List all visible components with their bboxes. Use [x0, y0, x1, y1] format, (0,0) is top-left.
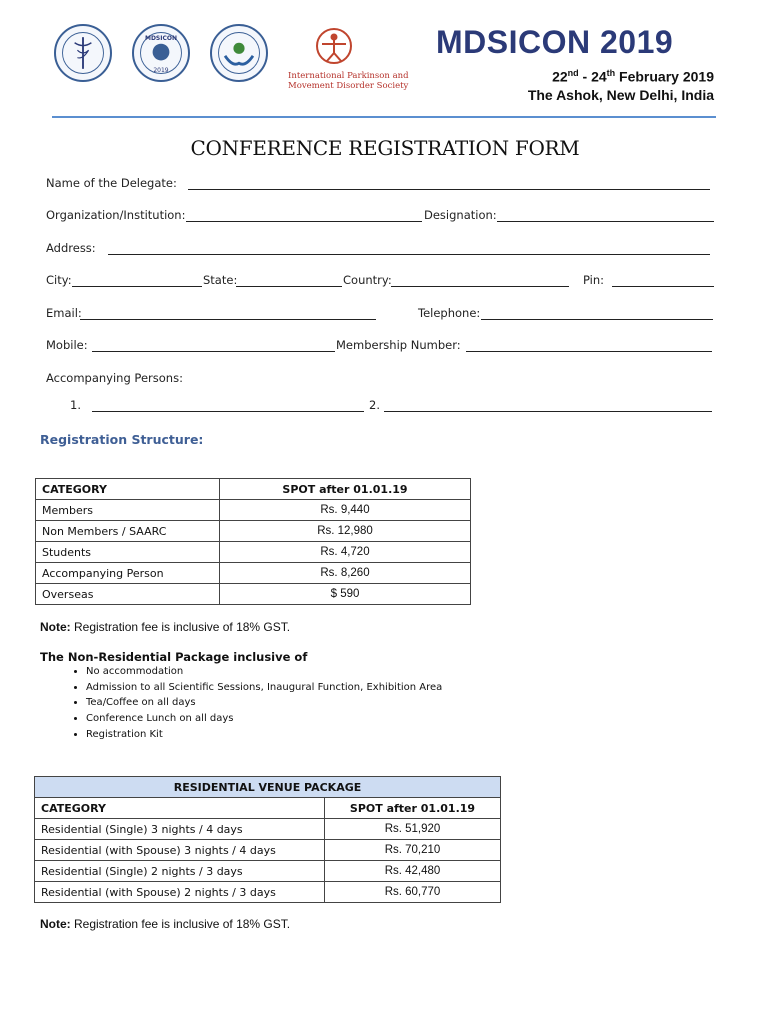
residential-gst-note	[40, 917, 290, 931]
mdsicon-logo-year: 2019	[153, 67, 169, 74]
telephone-field[interactable]	[481, 319, 713, 320]
city-field[interactable]	[72, 286, 202, 287]
form-title: CONFERENCE REGISTRATION FORM	[190, 136, 580, 160]
registration-table	[35, 478, 471, 605]
conference-dates	[552, 68, 714, 85]
header-divider	[52, 116, 716, 118]
country-field[interactable]	[391, 286, 569, 287]
fee-cell: $ 590	[220, 584, 471, 605]
table-header-row	[36, 479, 471, 500]
registration-structure-heading: Registration Structure:	[40, 432, 204, 447]
mdsicon-logo-text: MDSICON	[144, 35, 178, 42]
ipmds-name-line1: International Parkinson and	[288, 71, 409, 81]
delegate-name-field[interactable]	[188, 189, 710, 190]
fee-cell: Rs. 70,210	[325, 840, 501, 861]
table-row	[35, 861, 501, 882]
category-cell: Students	[36, 542, 220, 563]
category-cell: Members	[36, 500, 220, 521]
non-residential-list	[62, 664, 442, 743]
state-field[interactable]	[236, 286, 342, 287]
note-label: Note:	[40, 620, 71, 634]
residential-table-title: RESIDENTIAL VENUE PACKAGE	[35, 777, 501, 798]
category-cell: Residential (with Spouse) 2 nights / 3 days	[35, 882, 325, 903]
mobile-label: Mobile:	[46, 338, 88, 352]
note-label: Note:	[40, 917, 71, 931]
table-row	[35, 882, 501, 903]
ipmds-name-line2: Movement Disorder Society	[288, 81, 409, 91]
table-row	[36, 500, 471, 521]
date-end-suffix: th	[606, 68, 616, 78]
table-row	[35, 840, 501, 861]
category-cell: Overseas	[36, 584, 220, 605]
category-cell: Residential (Single) 2 nights / 3 days	[35, 861, 325, 882]
spot-fee-header: SPOT after 01.01.19	[220, 479, 471, 500]
fee-cell: Rs. 4,720	[220, 542, 471, 563]
category-cell: Non Members / SAARC	[36, 521, 220, 542]
email-label: Email:	[46, 306, 82, 320]
telephone-label: Telephone:	[418, 306, 481, 320]
medical-caduceus-logo	[54, 24, 112, 82]
date-start-suffix: nd	[567, 68, 579, 78]
note-text: Registration fee is inclusive of 18% GST.	[70, 917, 291, 931]
fee-cell: Rs. 9,440	[220, 500, 471, 521]
state-label: State:	[203, 273, 238, 287]
society-emblem-logo	[210, 24, 268, 82]
address-field[interactable]	[108, 254, 710, 255]
table-header-row	[35, 798, 501, 819]
category-cell: Residential (with Spouse) 3 nights / 4 days	[35, 840, 325, 861]
conference-title: MDSICON 2019	[436, 24, 674, 60]
date-start: 22	[552, 68, 568, 85]
pin-label: Pin:	[583, 273, 605, 287]
country-label: Country:	[343, 273, 392, 287]
table-title-row	[35, 777, 501, 798]
designation-label: Designation:	[424, 208, 497, 222]
accompanying-1-field[interactable]	[92, 411, 364, 412]
accompanying-2-label: 2.	[369, 398, 380, 412]
category-header: CATEGORY	[35, 798, 325, 819]
list-item: • Conference Lunch on all days	[86, 711, 442, 727]
mdsicon-logo	[132, 24, 190, 82]
pin-field[interactable]	[612, 286, 714, 287]
membership-field[interactable]	[466, 351, 712, 352]
category-cell: Accompanying Person	[36, 563, 220, 584]
fee-cell: Rs. 51,920	[325, 819, 501, 840]
spot-fee-header: SPOT after 01.01.19	[325, 798, 501, 819]
organization-field[interactable]	[186, 221, 422, 222]
list-item: • Registration Kit	[86, 727, 442, 743]
delegate-name-label: Name of the Delegate:	[46, 176, 177, 190]
non-residential-heading: The Non-Residential Package inclusive of	[40, 650, 308, 664]
table-row	[36, 542, 471, 563]
city-label: City:	[46, 273, 72, 287]
list-item: • Admission to all Scientific Sessions, Inaugural Function, Exhibition Area	[86, 680, 442, 696]
date-end: - 24	[578, 68, 607, 85]
accompanying-label: Accompanying Persons:	[46, 371, 183, 385]
registration-gst-note	[40, 620, 290, 634]
vitruvian-figure-icon	[314, 26, 354, 66]
hands-emblem-icon	[212, 26, 266, 80]
list-item: • Tea/Coffee on all days	[86, 695, 442, 711]
designation-field[interactable]	[497, 221, 714, 222]
fee-cell: Rs. 42,480	[325, 861, 501, 882]
organization-label: Organization/Institution:	[46, 208, 186, 222]
accompanying-2-field[interactable]	[384, 411, 712, 412]
date-month-year: February 2019	[615, 68, 714, 85]
table-row	[36, 563, 471, 584]
residential-table	[34, 776, 501, 903]
note-text: Registration fee is inclusive of 18% GST.	[70, 620, 291, 634]
caduceus-icon	[56, 26, 110, 80]
fee-cell: Rs. 8,260	[220, 563, 471, 584]
accompanying-1-label: 1.	[70, 398, 81, 412]
category-header: CATEGORY	[36, 479, 220, 500]
table-row	[36, 521, 471, 542]
address-label: Address:	[46, 241, 96, 255]
ipmds-logo	[314, 26, 354, 66]
ipmds-name	[288, 71, 409, 91]
fee-cell: Rs. 60,770	[325, 882, 501, 903]
mobile-field[interactable]	[92, 351, 335, 352]
membership-label: Membership Number:	[336, 338, 461, 352]
fee-cell: Rs. 12,980	[220, 521, 471, 542]
email-field[interactable]	[80, 319, 376, 320]
table-row	[36, 584, 471, 605]
category-cell: Residential (Single) 3 nights / 4 days	[35, 819, 325, 840]
table-row	[35, 819, 501, 840]
list-item: • No accommodation	[86, 664, 442, 680]
conference-venue: The Ashok, New Delhi, India	[527, 87, 714, 103]
